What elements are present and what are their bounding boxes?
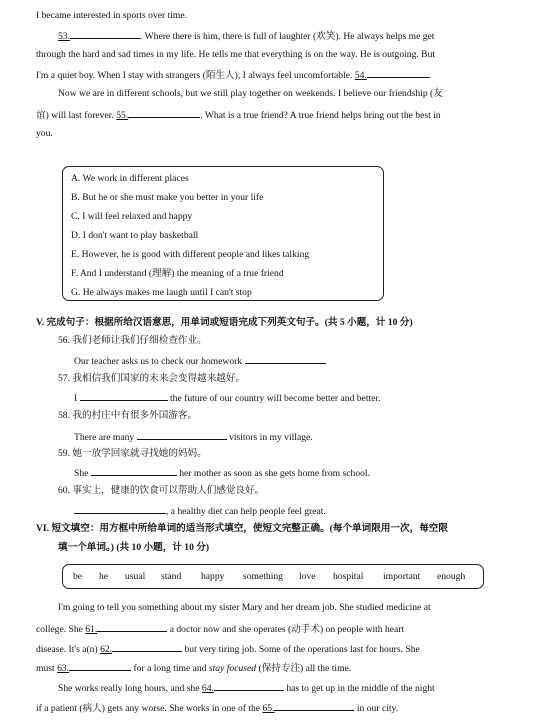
question-cn: 56. 我们老师让我们仔细检查作业。 [58,335,207,346]
word-bank-item: usual [125,571,146,582]
para-text: disease. It's a(n) [36,644,98,655]
answer-blank[interactable] [245,354,325,364]
question-en [74,354,327,368]
word-bank-item: something [243,571,283,582]
para-text: . Where there is him, there is full of laughter (欢笑). He always helps me get [140,31,435,42]
question-text: visitors in my village. [229,432,313,443]
option-c: C. I will feel relaxed and happy [71,211,193,222]
para-text: college. She [36,624,83,635]
question-number: 64. [201,683,214,694]
option-e: E. However, he is good with different people and likes talking [71,249,310,260]
option-f: F. And I understand (理解) the meaning of a true friend [71,268,284,279]
word-bank-item: hospital [333,571,364,582]
question-text: the future of our country will become better and better. [170,393,381,404]
answer-blank[interactable] [214,681,284,691]
question-text: . [324,356,327,367]
question-text: Our teacher asks us to check our homework [74,356,243,367]
question-en [74,430,313,444]
word-bank-item: he [99,571,109,582]
para-line: I became interested in sports over time. [36,10,188,21]
para-text: for a long time and [133,663,207,674]
word-bank [62,564,484,589]
question-number: 62. [100,644,113,655]
section-title: V. 完成句子：根据所给汉语意思，用单词或短语完成下列英文句子。(共 5 小题，计 10 分) [36,317,413,328]
question-cn: 57. 我相信我们国家的未来会变得越来越好。 [58,373,246,384]
question-cn: 59. 她一放学回家就寻找她的妈妈。 [58,448,207,459]
answer-blank[interactable] [137,430,227,440]
section-title: VI. 短文填空：用方框中所给单词的适当形式填空，使短文完整正确。(每个单词限用一次，每空限 [36,523,448,534]
question-number: 55. [116,110,129,121]
para-line: I'm a quiet boy. When I stay with strangers (陌生人), I always feel uncomfortable. 54. . [36,70,432,81]
question-en [74,391,380,405]
question-text: , a healthy diet can help people feel great. [166,506,326,517]
answer-blank[interactable] [74,504,166,514]
para-line [36,661,351,675]
answer-blank[interactable] [97,622,167,632]
section-title: 填一个单词。) (共 10 小题，计 10 分) [58,542,210,553]
question-number: 53. [58,31,70,42]
para-line [36,622,404,636]
answer-blank[interactable] [367,68,429,78]
question-text: There are many [74,432,135,443]
para-line [36,642,420,656]
answer-blank[interactable] [112,642,182,652]
para-text: has to get up in the middle of the night [286,683,435,694]
para-line: you. [36,128,53,139]
para-text: . What is a true friend? A true friend helps bring out the best in [200,110,441,121]
para-line [36,108,441,122]
option-g: G. He always makes me laugh until I can't stop [71,287,252,298]
question-number: 61. [85,624,98,635]
answer-blank[interactable] [91,466,177,476]
options-box [62,166,384,301]
para-text-italic: stay focused [208,663,257,674]
para-text: I'm a quiet boy. When I stay with strangers (陌生人), I always feel uncomfortable. [36,70,353,81]
para-text: 谊) will last forever. [36,110,114,121]
para-line [58,681,435,695]
question-text: She [74,468,89,479]
para-text: if a patient (病人) gets any worse. She works in one of the [36,703,261,714]
question-number: 63. [57,663,70,674]
para-text: (保持专注) all the time. [258,663,352,674]
question-text: her mother as soon as she gets home from school. [179,468,370,479]
para-text: must [36,663,55,674]
answer-blank[interactable] [70,29,140,39]
word-bank-item: be [73,571,83,582]
para-line: I'm going to tell you something about my sister Mary and her dream job. She studied medicine at [58,602,431,613]
para-line: Now we are in different schools, but we still play together on weekends. I believe our friendship (友 [58,88,443,99]
question-number: 54. [354,70,367,81]
para-text: but very tiring job. Some of the operations last for hours. She [184,644,420,655]
option-a: A. We work in different places [71,173,189,184]
word-bank-item: happy [201,571,225,582]
question-en [74,466,370,480]
word-bank-item: love [299,571,316,582]
answer-blank[interactable] [69,661,131,671]
answer-blank[interactable] [80,391,168,401]
answer-blank[interactable] [274,701,354,711]
word-bank-item: enough [437,571,466,582]
para-text: She works really long hours, and she [58,683,200,694]
para-text: a doctor now and she operates (动手术) on people with heart [169,624,405,635]
option-d: D. I don't want to play basketball [71,230,199,241]
question-cn: 58. 我的村庄中有很多外国游客。 [58,410,198,421]
question-cn: 60. 事实上，健康的饮食可以帮助人们感觉良好。 [58,485,265,496]
word-bank-item: stand [161,571,182,582]
answer-blank[interactable] [128,108,200,118]
para-line [58,29,434,43]
para-line [36,701,398,715]
word-bank-item: important [383,571,421,582]
question-number: 65. [262,703,275,714]
option-b: B. But he or she must make you better in your life [71,192,264,203]
question-text: I [74,393,78,404]
para-line: through the hard and sad times in my life. He tells me that everything is on the way. He is outgoing. But [36,49,436,60]
question-en [74,504,326,518]
para-text: in our city. [356,703,399,714]
